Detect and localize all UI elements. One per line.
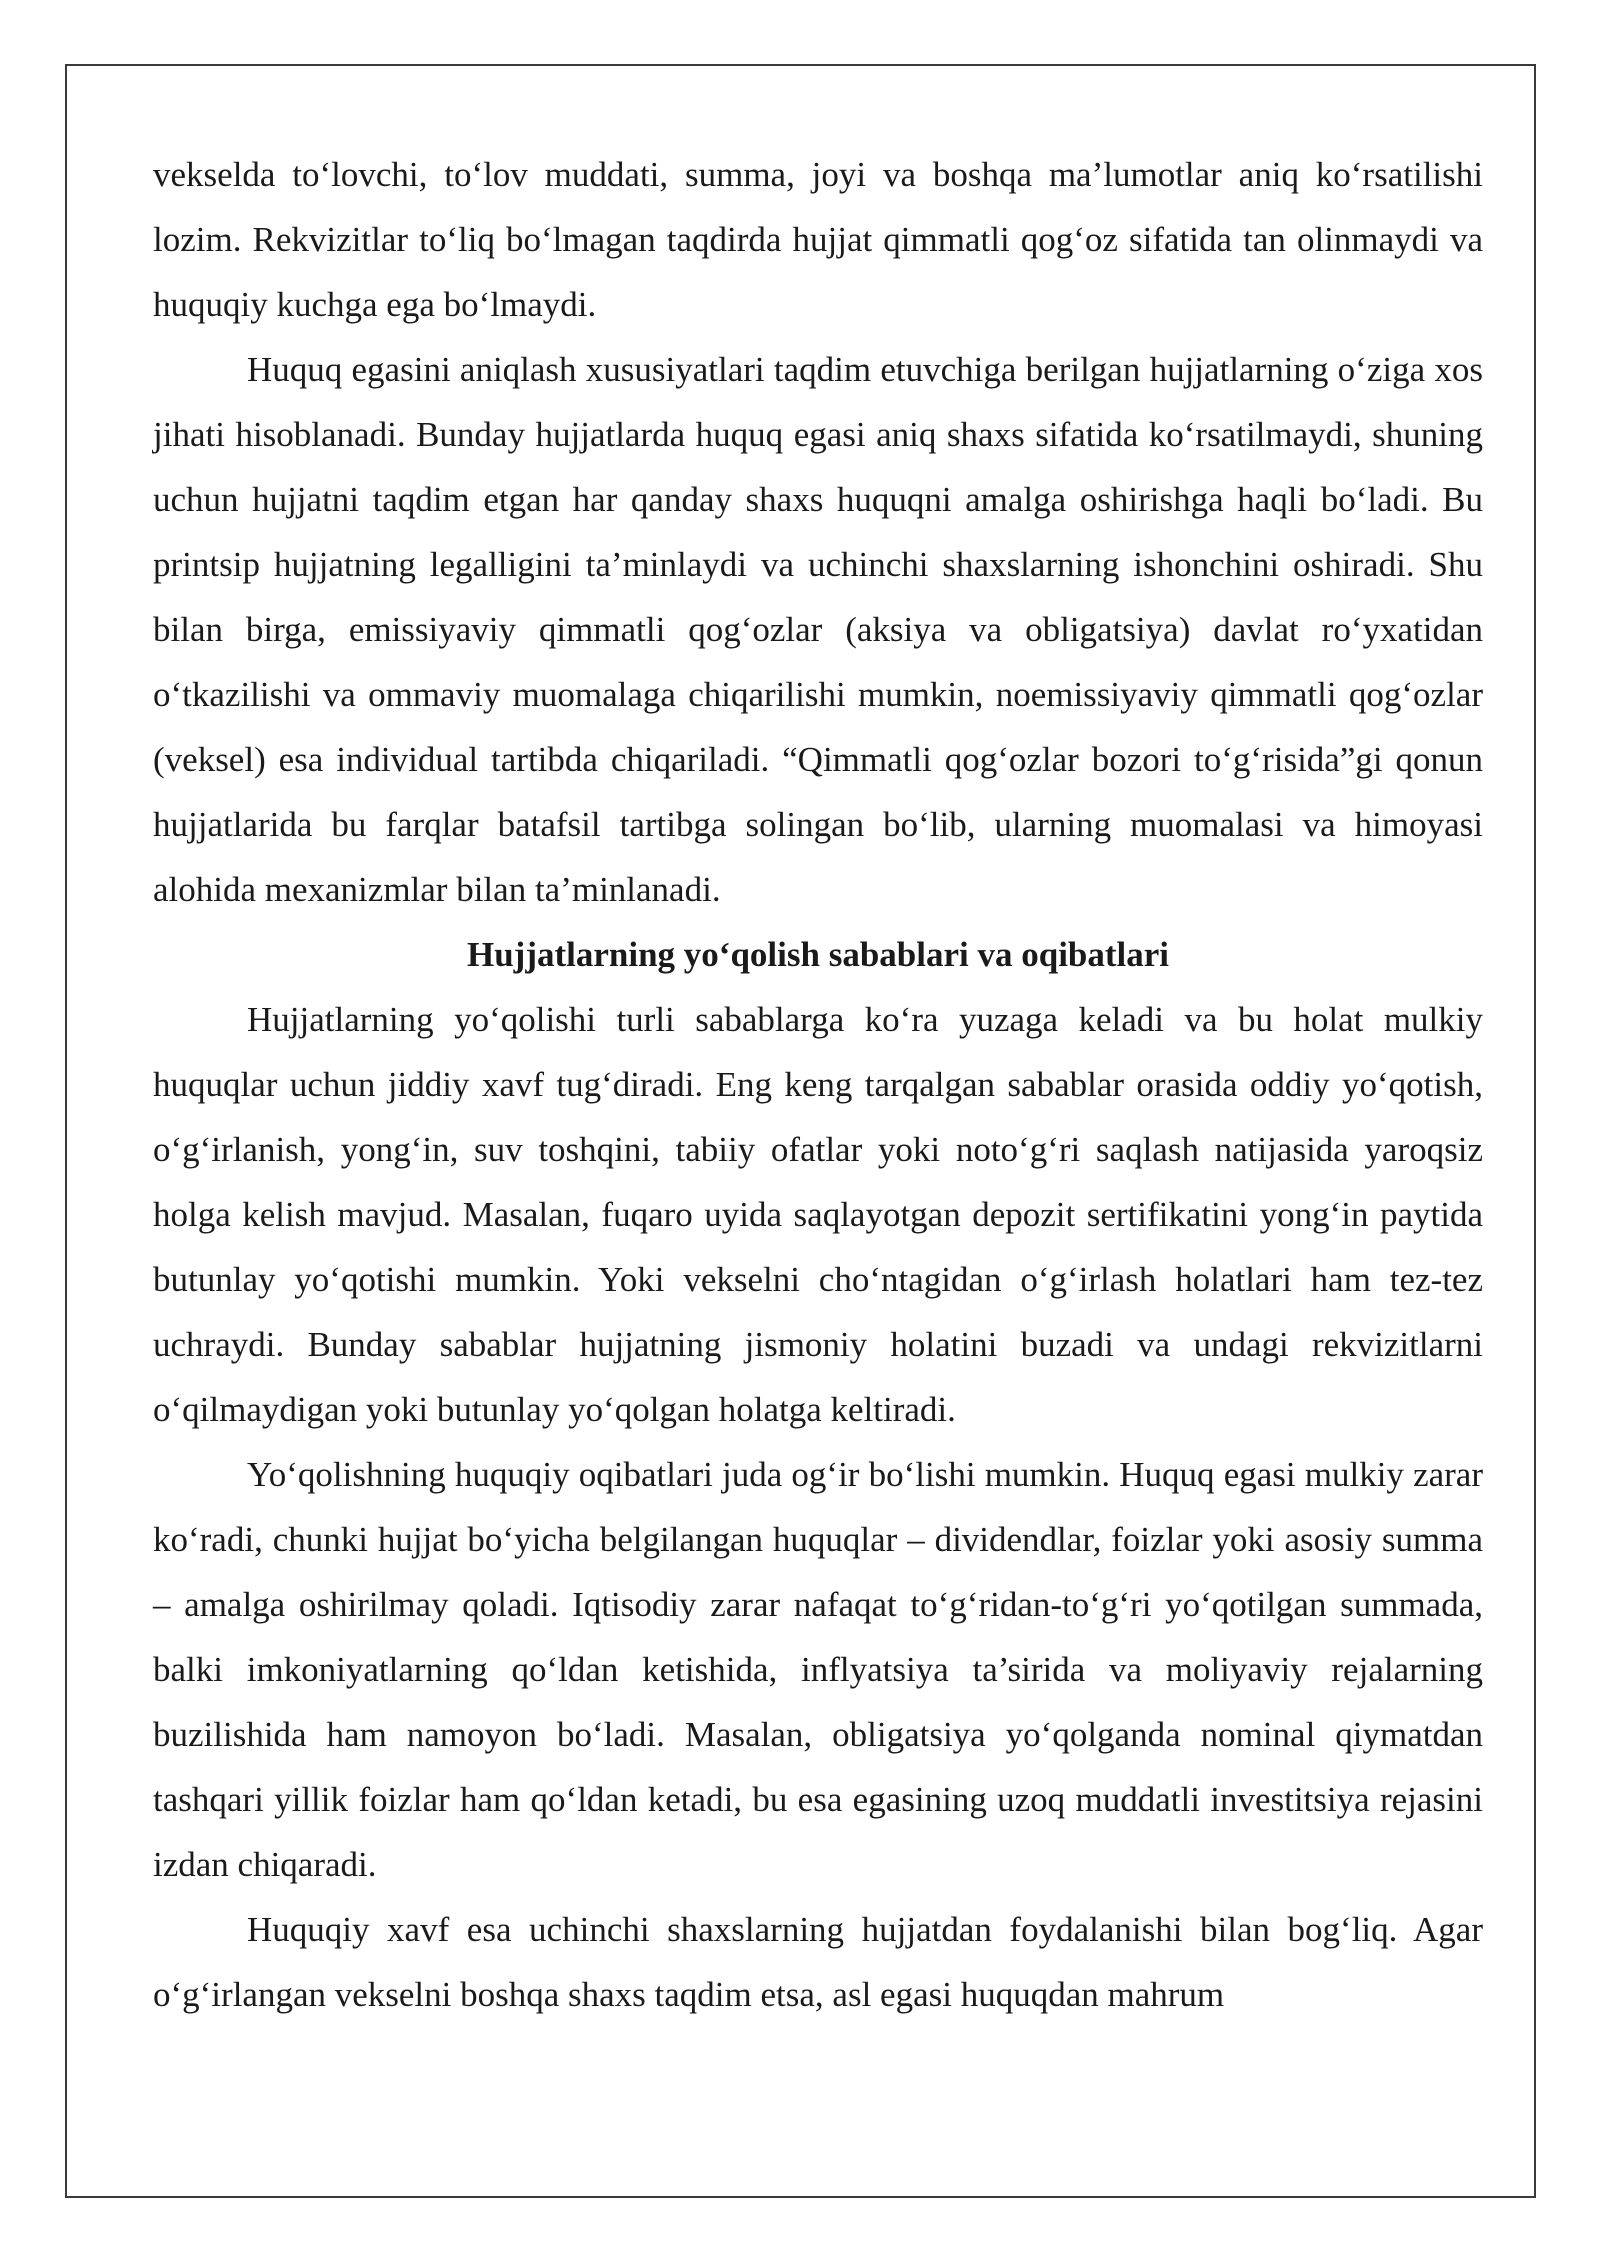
paragraph: Huquqiy xavf esa uchinchi shaxslarning hujjatdan foydalanishi bilan bog‘liq. Agar o‘g‘irlangan vekselni boshqa shaxs taqdim etsa, asl egasi huquqdan mahrum <box>153 1910 1483 2014</box>
paragraph: Yo‘qolishning huquqiy oqibatlari juda og‘ir bo‘lishi mumkin. Huquq egasi mulkiy zarar ko‘radi, chunki hujjat bo‘yicha belgilangan huquqlar – dividendlar, foizlar yoki asosiy summa – amalga oshirilmay qoladi. Iqtisodiy zarar nafaqat to‘g‘ridan-to‘g‘ri yo‘qotilgan summada, balki imkoniyatlarning qo‘ldan ketishida, inflyatsiya ta’sirida va moliyaviy rejalarning buzilishida ham namoyon bo‘ladi. Masalan, obligatsiya yo‘qolganda nominal qiymatdan tashqari yillik foizlar ham qo‘ldan ketadi, bu esa egasining uzoq muddatli investitsiya rejasini izdan chiqaradi. <box>153 1455 1483 1884</box>
paragraph: vekselda to‘lovchi, to‘lov muddati, summa, joyi va boshqa ma’lumotlar aniq ko‘rsatilishi lozim. Rekvizitlar to‘liq bo‘lmagan taqdirda hujjat qimmatli qog‘oz sifatida tan olinmaydi va huquqiy kuchga ega bo‘lmaydi. <box>153 155 1483 324</box>
page-body <box>153 142 1483 2027</box>
paragraph: Hujjatlarning yo‘qolishi turli sabablarga ko‘ra yuzaga keladi va bu holat mulkiy huquqlar uchun jiddiy xavf tug‘diradi. Eng keng tarqalgan sabablar orasida oddiy yo‘qotish, o‘g‘irlanish, yong‘in, suv toshqini, tabiiy ofatlar yoki noto‘g‘ri saqlash natijasida yaroqsiz holga kelish mavjud. Masalan, fuqaro uyida saqlayotgan depozit sertifikatini yong‘in paytida butunlay yo‘qotishi mumkin. Yoki vekselni cho‘ntagidan o‘g‘irlash holatlari ham tez-tez uchraydi. Bunday sabablar hujjatning jismoniy holatini buzadi va undagi rekvizitlarni o‘qilmaydigan yoki butunlay yo‘qolgan holatga keltiradi. <box>153 1000 1483 1429</box>
section-heading: Hujjatlarning yo‘qolish sabablari va oqibatlari <box>466 935 1170 974</box>
paragraph: Huquq egasini aniqlash xususiyatlari taqdim etuvchiga berilgan hujjatlarning o‘ziga xos jihati hisoblanadi. Bunday hujjatlarda huquq egasi aniq shaxs sifatida ko‘rsatilmaydi, shuning uchun hujjatni taqdim etgan har qanday shaxs huquqni amalga oshirishga haqli bo‘ladi. Bu printsip hujjatning legalligini ta’minlaydi va uchinchi shaxslarning ishonchini oshiradi. Shu bilan birga, emissiyaviy qimmatli qog‘ozlar (aksiya va obligatsiya) davlat ro‘yxatidan o‘tkazilishi va ommaviy muomalaga chiqarilishi mumkin, noemissiyaviy qimmatli qog‘ozlar (veksel) esa individual tartibda chiqariladi. “Qimmatli qog‘ozlar bozori to‘g‘risida”gi qonun hujjatlarida bu farqlar batafsil tartibga solingan bo‘lib, ularning muomalasi va himoyasi alohida mexanizmlar bilan ta’minlanadi. <box>153 350 1483 909</box>
